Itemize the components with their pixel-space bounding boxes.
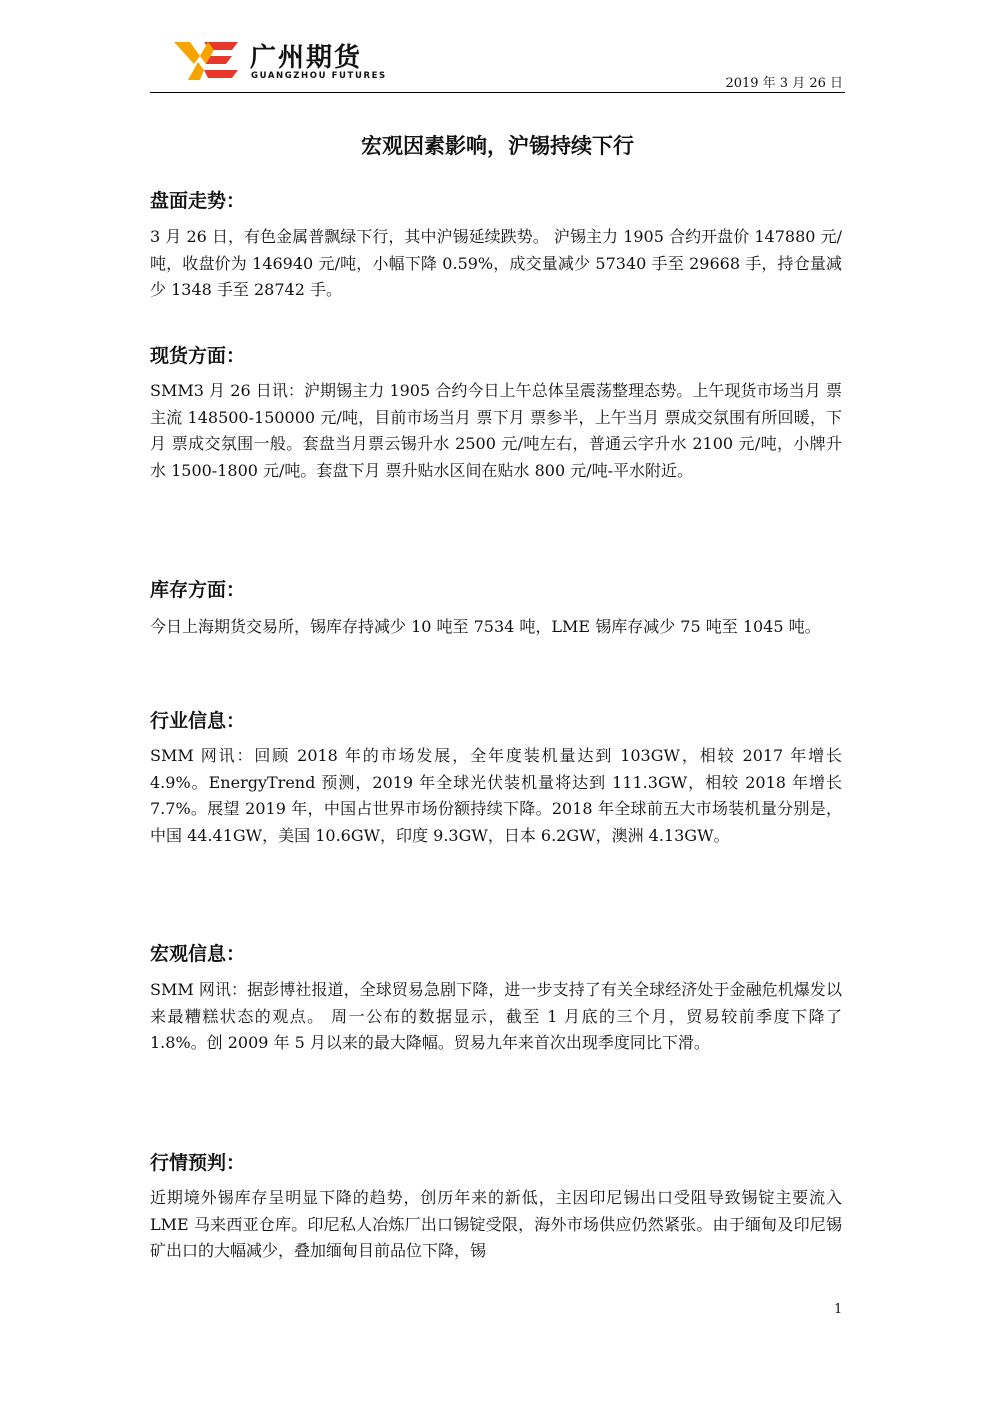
section-body-outlook: 近期境外锡库存呈明显下降的趋势，创历年来的新低，主因印尼锡出口受阻导致锡锭主要流入 LME 马来西亚仓库。印尼私人冶炼厂出口锡锭受限，海外市场供应仍然紧张。由于缅甸及印尼锡矿出口的大幅减少，叠加缅甸目前品位下降，锡 (150, 1188, 842, 1260)
page-title: 宏观因素影响，沪锡持续下行 (361, 134, 634, 158)
section-body-macro: SMM 网讯：据彭博社报道，全球贸易急剧下降，进一步支持了有关全球经济处于金融危机爆发以来最糟糕状态的观点。 周一公布的数据显示，截至 1 月底的三个月，贸易较前季度下降了 1.8%。创 2009 年 5 月以来的最大降幅。贸易九年来首次出现季度同比下滑。 (150, 980, 842, 1052)
section-body-market: 3 月 26 日，有色金属普飘绿下行，其中沪锡延续跌势。 沪锡主力 1905 合约开盘价 147880 元/吨，收盘价为 146940 元/吨，小幅下降 0.59%，成交量减少 57340 手至 29668 手，持仓量减少 1348 手至 28742 手。 (150, 227, 842, 299)
page-header (150, 34, 845, 94)
guangzhou-futures-logo-icon (174, 40, 240, 80)
report-date: 2019 年 3 月 26 日 (725, 76, 843, 91)
brand-name-cn: 广州期货 (250, 43, 363, 73)
header-divider (150, 92, 845, 93)
section-heading-inventory: 库存方面： (150, 579, 246, 601)
section-heading-macro: 宏观信息： (150, 943, 246, 965)
section-body-industry: SMM 网讯：回顾 2018 年的市场发展，全年度装机量达到 103GW，相较 2017 年增长 4.9%。EnergyTrend 预测，2019 年全球光伏装机量将达到 111.3GW，相较 2018 年增长 7.7%。展望 2019 年，中国占世界市场份额持续下降。2018 年全球前五大市场装机量分别是，中国 44.41GW，美国 10.6GW，印度 9.3GW，日本 6.2GW，澳洲 4.13GW。 (150, 746, 842, 845)
section-heading-spot: 现货方面： (150, 345, 246, 367)
section-heading-outlook: 行情预判： (150, 1152, 246, 1174)
section-body-inventory: 今日上海期货交易所，锡库存持减少 10 吨至 7534 吨，LME 锡库存减少 75 吨至 1045 吨。 (150, 617, 821, 636)
brand-name-en: GUANGZHOU FUTURES (251, 71, 387, 81)
page-number: 1 (834, 1302, 843, 1317)
section-body-spot: SMM3 月 26 日讯：沪期锡主力 1905 合约今日上午总体呈震荡整理态势。上午现货市场当月 票主流 148500-150000 元/吨，目前市场当月 票下月 票参半，上午当月 票成交氛围有所回暖，下月 票成交氛围一般。套盘当月票云锡升水 2500 元/吨左右，普通云字升水 2100 元/吨，小牌升水 1500-1800 元/吨。套盘下月 票升贴水区间在贴水 800 元/吨-平水附近。 (150, 381, 842, 480)
section-heading-industry: 行业信息： (150, 710, 246, 732)
section-heading-market: 盘面走势： (150, 190, 246, 212)
